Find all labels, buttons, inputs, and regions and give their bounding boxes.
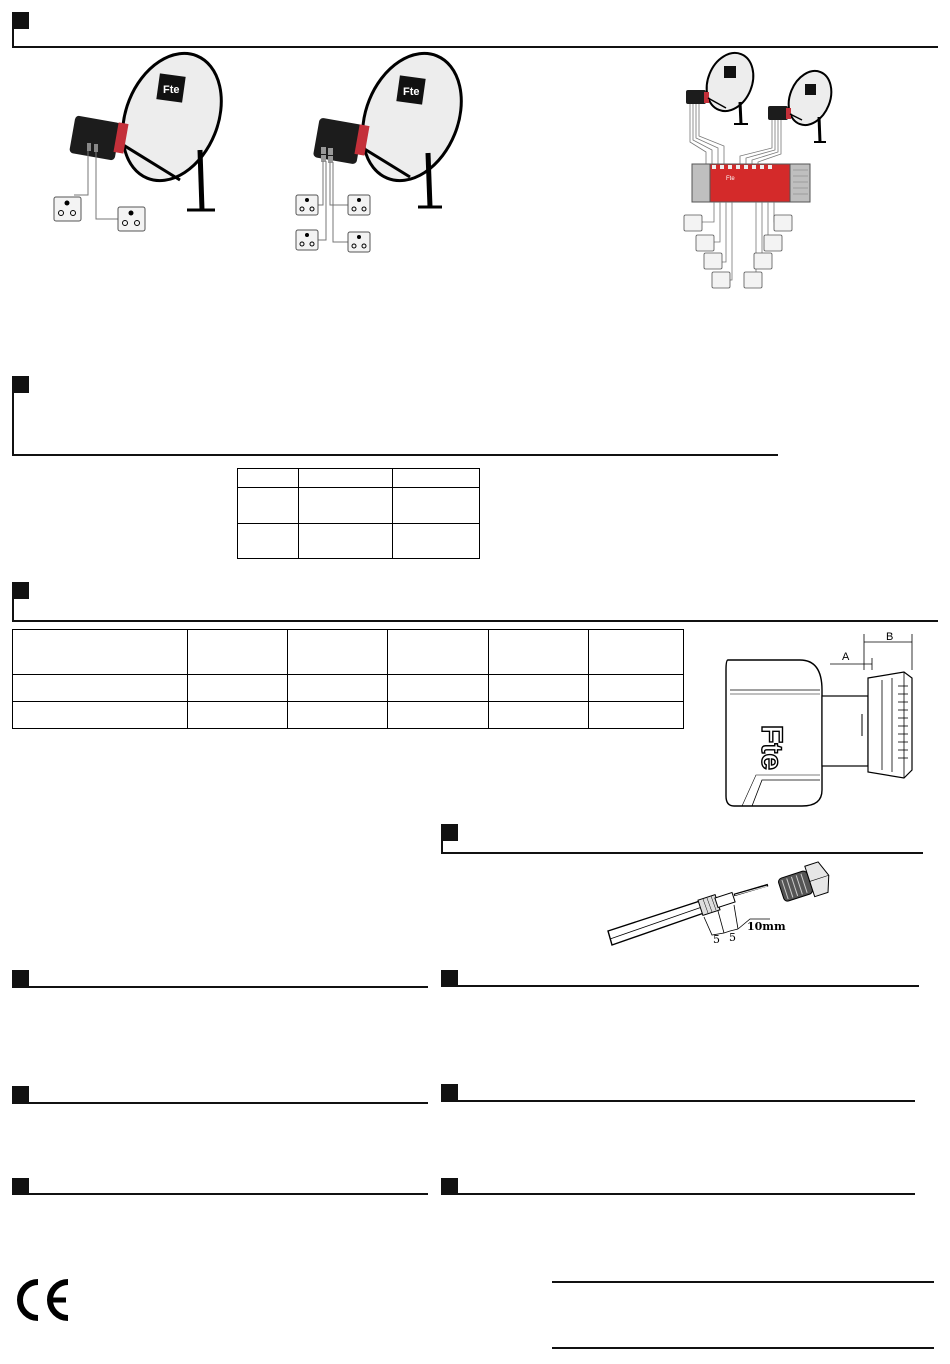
section-7-header (12, 1086, 428, 1106)
multiswitch-diagram (680, 52, 840, 292)
signature-line-bottom (552, 1347, 934, 1349)
dish-diagram-quad (290, 55, 480, 255)
section-5-header (12, 970, 428, 990)
dimension-10mm: 10mm (747, 920, 786, 933)
coax-preparation-diagram (600, 855, 840, 955)
section-2-header (12, 376, 778, 456)
section-marker (12, 970, 29, 987)
section-8-header (441, 1084, 915, 1104)
section-1-header (12, 12, 938, 48)
table-specifications (12, 629, 684, 729)
dish-diagram-twin (40, 55, 240, 245)
dimension-5a: 5 (713, 933, 720, 946)
signature-line-top (552, 1281, 934, 1283)
lnb-brand-text: Fte (755, 725, 788, 770)
section-6-header (441, 970, 919, 990)
section-10-header (441, 1178, 915, 1198)
dimension-5b: 5 (729, 931, 736, 944)
section-marker (12, 12, 29, 29)
dimension-label-a: A (842, 651, 850, 663)
section-marker (441, 1084, 458, 1101)
table-small (237, 468, 480, 559)
section-marker (12, 1086, 29, 1103)
dish-logo: Fte (163, 84, 180, 96)
section-marker (441, 824, 458, 841)
dish-logo: Fte (403, 86, 420, 98)
section-marker (12, 376, 29, 393)
section-3-header (12, 582, 938, 622)
section-9-header (12, 1178, 428, 1198)
ce-mark (14, 1276, 74, 1324)
lnb-dimension-diagram (722, 630, 922, 810)
section-4-header (441, 824, 923, 854)
multiswitch-logo: Fte (726, 176, 735, 182)
section-marker (12, 582, 29, 599)
dimension-label-b: B (886, 631, 894, 643)
